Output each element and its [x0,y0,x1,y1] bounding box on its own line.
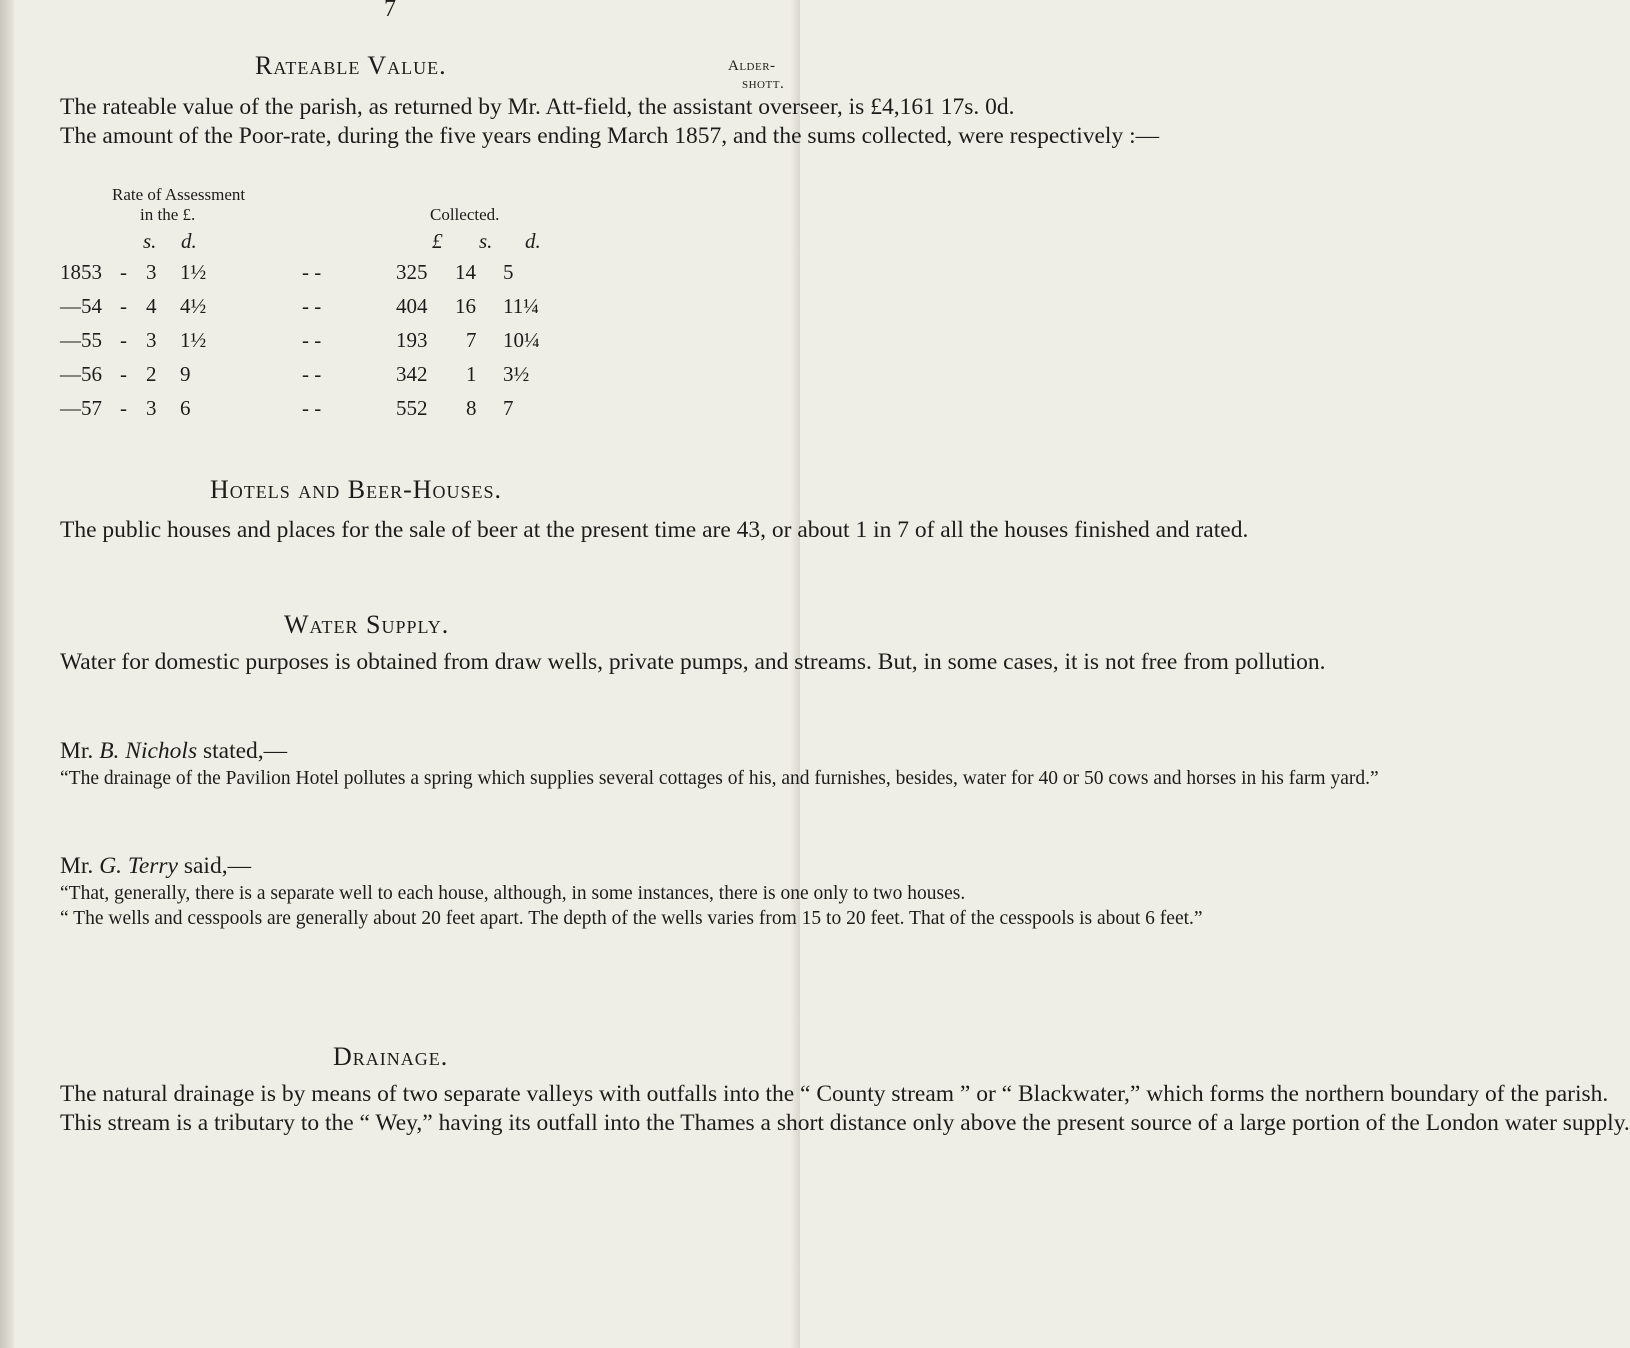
table-row-pence: 9 [180,362,191,386]
water-supply-text [36,648,1326,677]
table-row-shillings: 4 [146,294,157,318]
table-row-shillings: 3 [146,396,157,420]
terry-quote-2: “ The wells and cesspools are generally about 20 feet apart. The depth of the wells varies from 15 to 20 feet. That of the cesspools is about 6 feet.” [60,908,1203,929]
table-row-dash: - [120,396,127,420]
table-row-collected-pence: 5 [503,260,514,284]
table-row-year: —55 [60,328,102,352]
nichols-quote: “The drainage of the Pavilion Hotel pollutes a spring which supplies several cottages of his, and furnishes, besides, water for 40 or 50 cows and horses in his farm yard.” [60,768,1379,789]
table-row-dash: - [120,294,127,318]
table-row-leader: - - [302,362,322,386]
drainage-heading: Drainage. [333,1042,449,1071]
table-row-collected-shillings: 14 [455,260,476,284]
table-row-shillings: 3 [146,260,157,284]
table-row-collected-pence: 3½ [503,362,530,386]
rate-header-line2: in the £. [140,205,196,224]
table-row-year: —57 [60,396,102,420]
table-row-collected-pounds: 552 [396,396,428,420]
drainage-text [36,1080,1630,1138]
table-row-collected-pounds: 404 [396,294,428,318]
table-row-leader: - - [302,260,322,284]
table-row-collected-shillings: 8 [466,396,477,420]
terry-prefix: Mr. [60,853,100,879]
nichols-suffix: stated,— [197,738,288,764]
table-row-collected-pounds: 342 [396,362,428,386]
table-row-year: —54 [60,294,102,318]
water-supply-paragraph: Water for domestic purposes is obtained from draw wells, private pumps, and streams. But, in some cases, it is not free from pollution. [60,649,1326,675]
hotels-heading: Hotels and Beer-Houses. [210,475,503,504]
table-row-collected-shillings: 16 [455,294,476,318]
drainage-paragraph-1: The natural drainage is by means of two separate valleys with outfalls into the “ County stream ” or “ Blackwater,” which forms the northern boundary of the parish. [60,1081,1609,1107]
unit-pence: d. [181,229,197,253]
unit-pounds: £ [432,229,443,253]
terry-suffix: said,— [177,853,252,879]
table-row-pence: 1½ [180,328,207,352]
table-row-shillings: 3 [146,328,157,352]
rate-header-line1: Rate of Assessment [112,185,246,204]
page-number: 7 [384,0,396,22]
table-row-collected-pence: 11¼ [503,294,539,318]
table-row-collected-pence: 7 [503,396,514,420]
rateable-value-heading: Rateable Value. [255,51,447,80]
table-row-leader: - - [302,396,322,420]
margin-note-line2: shott. [742,76,785,92]
unit-shillings: s. [143,229,157,253]
hotels-text [36,516,1249,545]
nichols-prefix: Mr. [60,738,100,764]
table-row-shillings: 2 [146,362,157,386]
table-row-pence: 4½ [180,294,207,318]
page-gutter [0,0,14,1348]
table-row-collected-shillings: 7 [466,328,477,352]
table-row-pence: 1½ [180,260,207,284]
unit-collected-shillings: s. [479,229,493,253]
collected-header: Collected. [430,205,500,224]
nichols-intro [36,737,781,766]
nichols-name: B. Nichols [99,738,198,764]
table-row-dash: - [120,362,127,386]
table-row-collected-pounds: 193 [396,328,428,352]
nichols-statement [36,737,1379,791]
table-row-pence: 6 [180,396,191,420]
terry-intro [36,852,781,881]
table-row-collected-pence: 10¼ [503,328,540,352]
unit-collected-pence: d. [525,229,541,253]
water-supply-heading: Water Supply. [284,610,450,639]
table-row-dash: - [120,328,127,352]
table-row-collected-pounds: 325 [396,260,428,284]
margin-note-line1: Alder- [728,58,776,74]
table-row-collected-shillings: 1 [466,362,477,386]
table-row-year: —56 [60,362,102,386]
drainage-paragraph-2: This stream is a tributary to the “ Wey,” having its outfall into the Thames a short distance only above the present source of a large portion of the London water supply. [60,1110,1630,1136]
terry-quote-1: “That, generally, there is a separate well to each house, although, in some instances, there is one only to two houses. [60,883,966,904]
table-row-leader: - - [302,328,322,352]
terry-statement [36,852,1203,931]
rateable-value-text [36,93,1160,151]
table-row-dash: - [120,260,127,284]
hotels-paragraph: The public houses and places for the sale of beer at the present time are 43, or about 1 in 7 of all the houses finished and rated. [60,517,1249,543]
poor-rate-paragraph: The amount of the Poor-rate, during the five years ending March 1857, and the sums collected, were respectively :— [60,123,1160,149]
rateable-value-paragraph: The rateable value of the parish, as returned by Mr. Att-field, the assistant overseer, is £4,161 17s. 0d. [60,94,1015,120]
table-row-leader: - - [302,294,322,318]
table-row-year: 1853 [60,260,102,284]
terry-name: G. Terry [99,853,178,879]
